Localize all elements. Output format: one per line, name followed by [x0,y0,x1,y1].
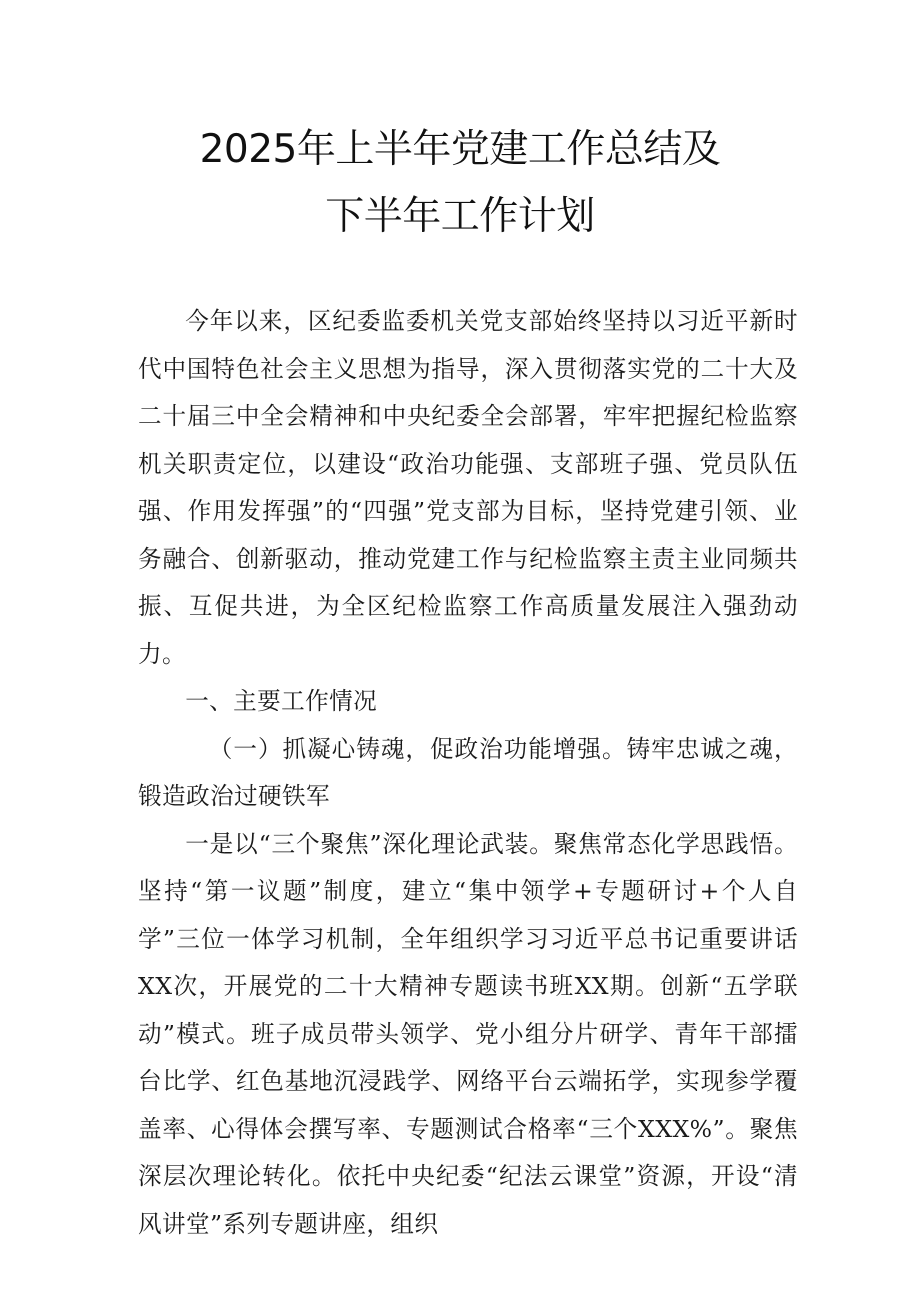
document-body [138,298,798,1248]
body-paragraph-theory: 一是以“三个聚焦”深化理论武装。聚焦常态化学思践悟。坚持“第一议题”制度，建立“集中领学+专题研讨+个人自学”三位一体学习机制，全年组织学习习近平总书记重要讲话XX次，开展党的二十大精神专题读书班XX期。创新“五学联动”模式。班子成员带头领学、党小组分片研学、青年干部擂台比学、红色基地沉浸践学、网络平台云端拓学，实现参学覆盖率、心得体会撰写率、专题测试合格率“三个XXX%”。聚焦深层次理论转化。依托中央纪委“纪法云课堂”资源，开设“清风讲堂”系列专题讲座，组织 [138,829,798,1238]
intro-paragraph: 今年以来，区纪委监委机关党支部始终坚持以习近平新时代中国特色社会主义思想为指导，深入贯彻落实党的二十大及二十届三中全会精神和中央纪委全会部署，牢牢把握纪检监察机关职责定位，以建设“政治功能强、支部班子强、党员队伍强、作用发挥强”的“四强”党支部为目标，坚持党建引领、业务融合、创新驱动，推动党建工作与纪检监察主责主业同频共振、互促共进，为全区纪检监察工作高质量发展注入强劲动力。 [138,307,798,668]
section-heading-main-work: 一、主要工作情况 [185,687,378,715]
document-title-line-2: 下半年工作计划 [325,194,595,239]
subsection-heading-1: （一）抓凝心铸魂，促政治功能增强。铸牢忠诚之魂，锻造政治过硬铁军 [138,734,798,810]
document-title-line-1: 2025年上半年党建工作总结及 [199,127,721,172]
